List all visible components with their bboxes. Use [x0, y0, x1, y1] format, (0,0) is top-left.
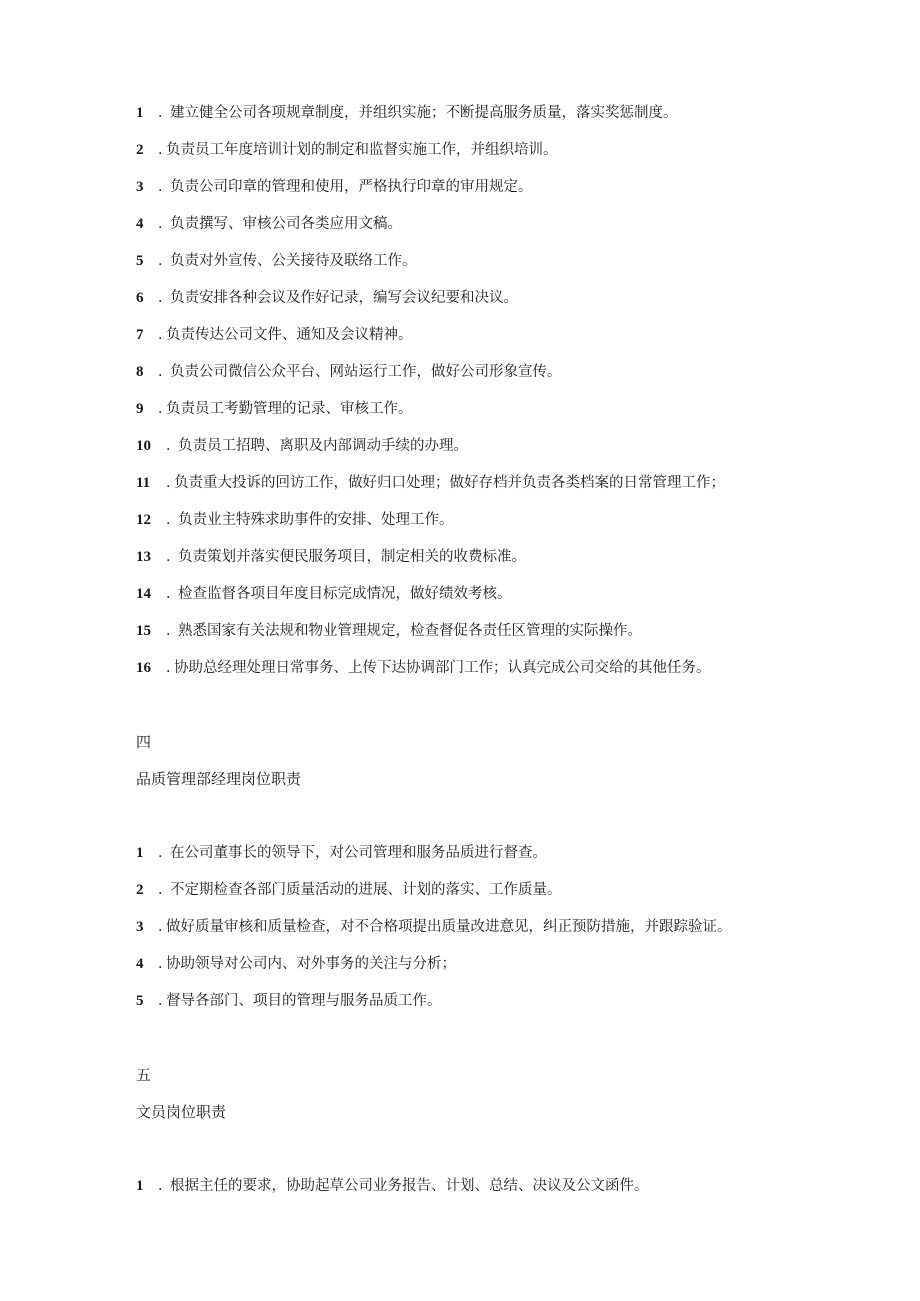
item-separator: .	[166, 475, 171, 491]
item-text: 负责员工年度培训计划的制定和监督实施工作，并组织培训。	[166, 142, 558, 158]
item-separator: .	[158, 327, 163, 343]
item-separator: .	[158, 845, 163, 861]
item-separator: .	[166, 438, 171, 454]
section-title: 文员岗位职责	[136, 1103, 227, 1121]
item-number: 6	[136, 290, 144, 306]
item-separator: .	[166, 549, 171, 565]
item-separator: .	[166, 660, 171, 676]
list-item	[136, 472, 725, 494]
item-separator: .	[158, 253, 163, 269]
list-item	[136, 842, 547, 864]
item-text: 负责安排各种会议及作好记录，编写会议纪要和决议。	[170, 290, 518, 306]
item-number: 11	[136, 475, 151, 491]
item-separator: .	[158, 290, 163, 306]
list-item	[136, 139, 558, 161]
section-number: 四	[136, 733, 152, 751]
list-item	[136, 916, 732, 938]
item-number: 3	[136, 919, 144, 935]
item-separator: .	[158, 882, 163, 898]
item-number: 2	[136, 142, 144, 158]
item-text: 负责业主特殊求助事件的安排、处理工作。	[178, 512, 454, 528]
item-number: 1	[136, 105, 144, 121]
item-separator: .	[158, 919, 163, 935]
item-text: 负责传达公司文件、通知及会议精神。	[166, 327, 413, 343]
item-number: 5	[136, 993, 144, 1009]
list-item	[136, 620, 642, 642]
list-item	[136, 250, 417, 272]
item-number: 3	[136, 179, 144, 195]
item-number: 4	[136, 216, 144, 232]
item-separator: .	[158, 364, 163, 380]
item-separator: .	[158, 401, 163, 417]
item-number: 10	[136, 438, 151, 454]
item-separator: .	[166, 586, 171, 602]
item-number: 9	[136, 401, 144, 417]
item-separator: .	[158, 956, 163, 972]
item-separator: .	[158, 179, 163, 195]
item-separator: .	[158, 993, 163, 1009]
item-separator: .	[158, 1178, 163, 1194]
list-item	[136, 324, 413, 346]
item-number: 14	[136, 586, 151, 602]
item-text: 协助领导对公司内、对外事务的关注与分析；	[166, 956, 456, 972]
item-separator: .	[158, 142, 163, 158]
item-number: 7	[136, 327, 144, 343]
item-text: 建立健全公司各项规章制度，并组织实施；不断提高服务质量，落实奖惩制度。	[170, 105, 678, 121]
list-item	[136, 213, 402, 235]
item-text: 协助总经理处理日常事务、上传下达协调部门工作；认真完成公司交给的其他任务。	[174, 660, 711, 676]
item-number: 12	[136, 512, 151, 528]
item-text: 负责撰写、审核公司各类应用文稿。	[170, 216, 402, 232]
item-number: 1	[136, 1178, 144, 1194]
item-text: 负责策划并落实便民服务项目，制定相关的收费标准。	[178, 549, 526, 565]
list-item	[136, 546, 526, 568]
item-text: 不定期检查各部门质量活动的进展、计划的落实、工作质量。	[170, 882, 562, 898]
item-text: 根据主任的要求，协助起草公司业务报告、计划、总结、决议及公文函件。	[170, 1178, 649, 1194]
section-number: 五	[136, 1066, 152, 1084]
list-item	[136, 102, 678, 124]
item-separator: .	[158, 105, 163, 121]
item-separator: .	[166, 512, 171, 528]
item-separator: .	[166, 623, 171, 639]
list-item	[136, 509, 454, 531]
item-number: 4	[136, 956, 144, 972]
item-text: 负责对外宣传、公关接待及联络工作。	[170, 253, 417, 269]
item-text: 熟悉国家有关法规和物业管理规定，检查督促各责任区管理的实际操作。	[178, 623, 642, 639]
list-item	[136, 287, 518, 309]
item-number: 5	[136, 253, 144, 269]
list-item	[136, 361, 562, 383]
item-text: 在公司董事长的领导下，对公司管理和服务品质进行督查。	[170, 845, 547, 861]
list-item	[136, 398, 413, 420]
list-item	[136, 435, 468, 457]
item-number: 15	[136, 623, 151, 639]
item-separator: .	[158, 216, 163, 232]
item-number: 8	[136, 364, 144, 380]
item-text: 检查监督各项目年度目标完成情况，做好绩效考核。	[178, 586, 512, 602]
list-item	[136, 990, 442, 1012]
list-item	[136, 657, 711, 679]
item-text: 负责公司微信公众平台、网站运行工作，做好公司形象宣传。	[170, 364, 562, 380]
item-text: 督导各部门、项目的管理与服务品质工作。	[166, 993, 442, 1009]
item-text: 负责员工招聘、离职及内部调动手续的办理。	[178, 438, 468, 454]
item-number: 2	[136, 882, 144, 898]
list-item	[136, 879, 562, 901]
list-item	[136, 953, 456, 975]
section-title: 品质管理部经理岗位职责	[136, 770, 302, 788]
item-number: 16	[136, 660, 151, 676]
item-text: 负责重大投诉的回访工作，做好归口处理；做好存档并负责各类档案的日常管理工作；	[174, 475, 725, 491]
item-text: 负责公司印章的管理和使用，严格执行印章的审用规定。	[170, 179, 533, 195]
list-item	[136, 1175, 649, 1197]
list-item	[136, 583, 512, 605]
item-number: 1	[136, 845, 144, 861]
item-text: 负责员工考勤管理的记录、审核工作。	[166, 401, 413, 417]
item-number: 13	[136, 549, 151, 565]
list-item	[136, 176, 533, 198]
item-text: 做好质量审核和质量检查，对不合格项提出质量改进意见，纠正预防措施，并跟踪验证。	[166, 919, 732, 935]
